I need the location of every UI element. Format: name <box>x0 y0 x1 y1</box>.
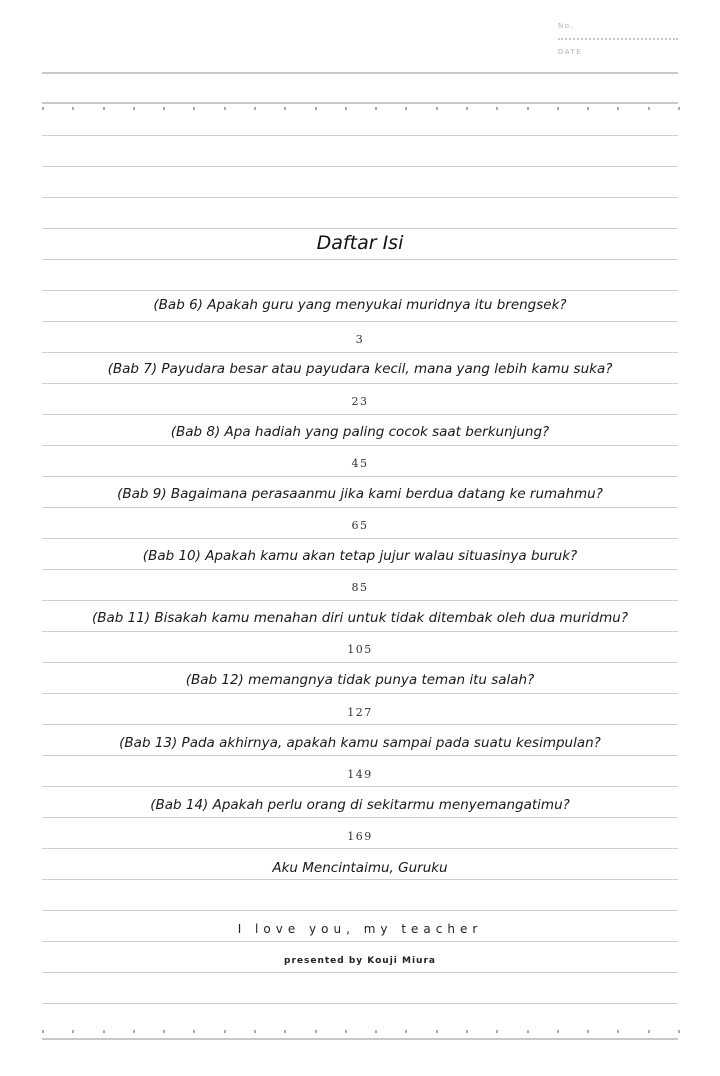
toc-entry-bab-6: (Bab 6) Apakah guru yang menyukai muridnya itu brengsek? <box>153 297 567 313</box>
tick-mark <box>405 1030 407 1033</box>
ruled-line <box>42 693 678 694</box>
toc-page-bab-9: 65 <box>351 519 369 532</box>
tick-mark <box>375 107 377 110</box>
tick-mark <box>315 107 317 110</box>
tick-mark <box>72 107 74 110</box>
tick-mark <box>617 1030 619 1033</box>
ruled-line <box>42 848 678 849</box>
ruled-line <box>42 879 678 880</box>
tick-mark <box>42 1030 44 1033</box>
tick-mark <box>436 1030 438 1033</box>
ruled-line <box>42 135 678 136</box>
second-rule <box>42 102 678 104</box>
toc-entry-bab-7: (Bab 7) Payudara besar atau payudara kecil, mana yang lebih kamu suka? <box>107 361 613 377</box>
tick-mark <box>254 107 256 110</box>
toc-entry-bab-13: (Bab 13) Pada akhirnya, apakah kamu sampai pada suatu kesimpulan? <box>119 735 601 751</box>
ruled-line <box>42 1003 678 1004</box>
number-dotted-line <box>558 38 678 40</box>
ruled-line <box>42 569 678 570</box>
tick-mark <box>648 1030 650 1033</box>
toc-page-bab-11: 105 <box>347 643 373 656</box>
toc-entry-bab-10: (Bab 10) Apakah kamu akan tetap jujur walau situasinya buruk? <box>142 548 578 564</box>
tick-mark <box>466 107 468 110</box>
toc-page-bab-6: 3 <box>355 333 365 346</box>
toc-entry-bab-9: (Bab 9) Bagaimana perasaanmu jika kami berdua datang ke rumahmu? <box>117 486 603 502</box>
tick-mark <box>133 107 135 110</box>
tick-mark <box>284 107 286 110</box>
notebook-header <box>558 22 680 56</box>
ruled-line <box>42 941 678 942</box>
ruled-line <box>42 383 678 384</box>
ruled-line <box>42 910 678 911</box>
number-label: No. <box>558 22 575 30</box>
ruled-line <box>42 166 678 167</box>
tick-mark <box>103 107 105 110</box>
ruled-line <box>42 662 678 663</box>
toc-entry-bab-12: (Bab 12) memangnya tidak punya teman itu salah? <box>185 672 535 688</box>
ruled-line <box>42 445 678 446</box>
toc-page-bab-13: 149 <box>347 768 373 781</box>
ruled-line <box>42 290 678 291</box>
toc-page-bab-10: 85 <box>351 581 369 594</box>
ruled-line <box>42 600 678 601</box>
top-rule <box>42 72 678 74</box>
tick-mark <box>193 1030 195 1033</box>
tick-mark <box>557 107 559 110</box>
tick-mark <box>466 1030 468 1033</box>
tick-mark <box>375 1030 377 1033</box>
tick-mark <box>254 1030 256 1033</box>
tick-mark <box>193 107 195 110</box>
tick-mark <box>72 1030 74 1033</box>
tick-mark <box>527 107 529 110</box>
tick-mark <box>405 107 407 110</box>
ruled-line <box>42 507 678 508</box>
tick-row-bottom <box>42 1030 678 1034</box>
date-label: DATE <box>558 48 583 56</box>
tick-mark <box>496 1030 498 1033</box>
toc-page-bab-8: 45 <box>351 457 369 470</box>
ruled-line <box>42 476 678 477</box>
tick-mark <box>587 1030 589 1033</box>
ruled-line <box>42 414 678 415</box>
tick-mark <box>224 107 226 110</box>
tick-mark <box>163 1030 165 1033</box>
ruled-line <box>42 228 678 229</box>
toc-page-bab-14: 169 <box>347 830 373 843</box>
tick-mark <box>678 1030 680 1033</box>
tick-mark <box>496 107 498 110</box>
ruled-line <box>42 538 678 539</box>
tick-mark <box>678 107 680 110</box>
toc-page-bab-7: 23 <box>351 395 369 408</box>
tick-mark <box>345 107 347 110</box>
tick-mark <box>224 1030 226 1033</box>
tick-mark <box>42 107 44 110</box>
tick-mark <box>315 1030 317 1033</box>
tick-mark <box>527 1030 529 1033</box>
page-title: Daftar Isi <box>316 232 404 254</box>
tick-mark <box>345 1030 347 1033</box>
toc-entry-bab-11: (Bab 11) Bisakah kamu menahan diri untuk tidak ditembak oleh dua muridmu? <box>91 610 628 626</box>
tick-mark <box>587 107 589 110</box>
toc-page-bab-12: 127 <box>347 706 373 719</box>
ruled-line <box>42 972 678 973</box>
bottom-rule <box>42 1038 678 1040</box>
tick-mark <box>648 107 650 110</box>
ruled-line <box>42 755 678 756</box>
ruled-line <box>42 631 678 632</box>
tick-mark <box>163 107 165 110</box>
toc-closing-entry: Aku Mencintaimu, Guruku <box>272 860 448 876</box>
ruled-line <box>42 817 678 818</box>
toc-entry-bab-8: (Bab 8) Apa hadiah yang paling cocok saat berkunjung? <box>170 424 550 440</box>
tick-mark <box>133 1030 135 1033</box>
ruled-line <box>42 352 678 353</box>
tick-mark <box>103 1030 105 1033</box>
tagline: I love you, my teacher <box>237 922 483 936</box>
tick-row-top <box>42 107 678 111</box>
ruled-line <box>42 786 678 787</box>
tick-mark <box>436 107 438 110</box>
ruled-line <box>42 259 678 260</box>
tick-mark <box>284 1030 286 1033</box>
tick-mark <box>617 107 619 110</box>
toc-entry-bab-14: (Bab 14) Apakah perlu orang di sekitarmu menyemangatimu? <box>150 797 570 813</box>
ruled-line <box>42 724 678 725</box>
author-byline: presented by Kouji Miura <box>284 956 436 966</box>
tick-mark <box>557 1030 559 1033</box>
ruled-line <box>42 197 678 198</box>
ruled-line <box>42 321 678 322</box>
